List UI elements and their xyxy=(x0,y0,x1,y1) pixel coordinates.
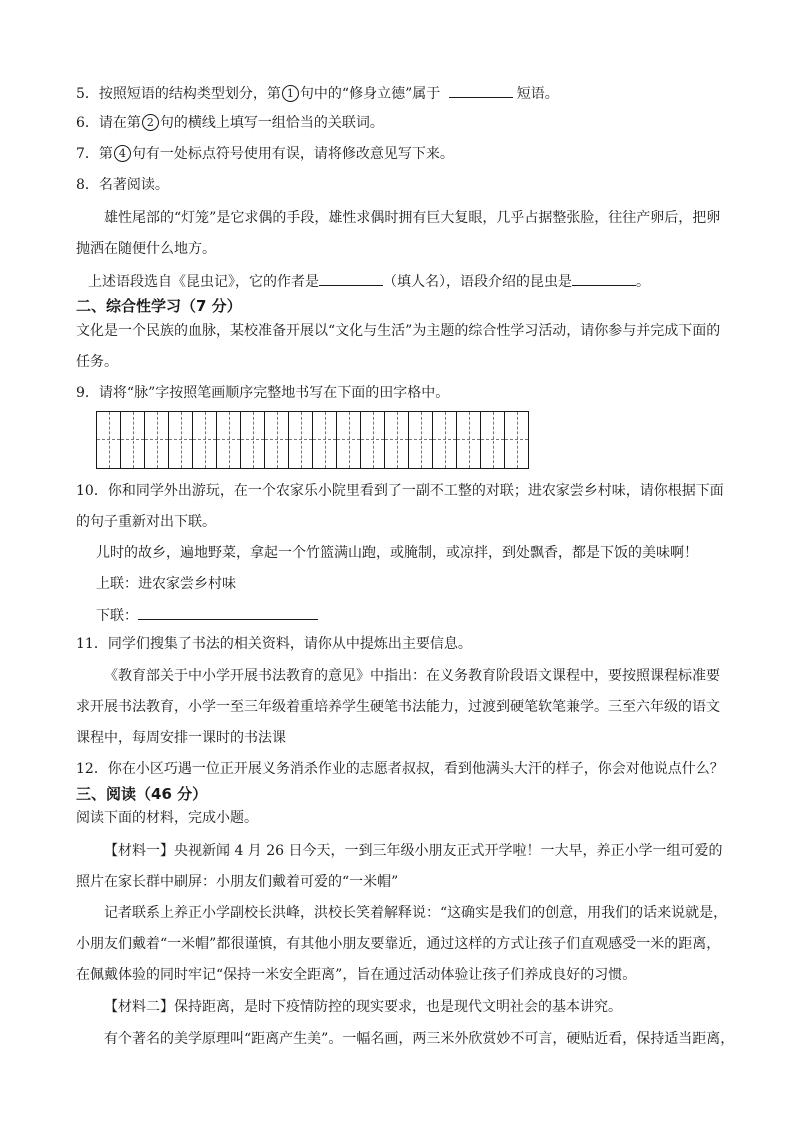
sentence-number-circle: 2 xyxy=(142,114,159,131)
grid-guide-vertical xyxy=(277,412,278,468)
grid-guide-vertical xyxy=(445,412,446,468)
section-3-title: 三、阅读（46 分） xyxy=(76,785,208,803)
grid-cell[interactable] xyxy=(241,412,265,468)
q5-text-c: 短语。 xyxy=(516,86,559,102)
grid-guide-vertical xyxy=(133,412,134,468)
q6-text-b: 句的横线上填写一组恰当的关联词。 xyxy=(159,115,384,131)
grid-guide-vertical xyxy=(229,412,230,468)
upper-couplet: 上联：进农家尝乡村味 xyxy=(96,576,236,592)
section-2-intro-line-2: 任务。 xyxy=(76,354,118,370)
material-1-line-1: 【材料一】央视新闻 4 月 26 日今天，一到三年级小朋友正式开学啦！一大早，养正小学一组可爱的 xyxy=(104,843,723,859)
q11-line-1: 11．同学们搜集了书法的相关资料，请你从中提炼出主要信息。 xyxy=(76,636,472,652)
grid-guide-vertical xyxy=(421,412,422,468)
grid-cell[interactable] xyxy=(121,412,145,468)
grid-cell[interactable] xyxy=(289,412,313,468)
q5-text-a: 5．按照短语的结构类型划分，第 xyxy=(76,86,281,102)
grid-cell[interactable] xyxy=(409,412,433,468)
grid-cell[interactable] xyxy=(97,412,121,468)
q10-line-3: 儿时的故乡，遍地野菜，拿起一个竹篮满山跑，或腌制，或凉拌，到处飘香，都是下饭的美味啊！ xyxy=(96,545,698,561)
material-2-line-2: 有个著名的美学原理叫“距离产生美”。一幅名画，两三米外欣赏妙不可言，硬贴近看，保持适当距离， xyxy=(104,1031,735,1047)
q6-text-a: 6．请在第 xyxy=(76,115,141,131)
q8-text-b: （填人名），语段介绍的昆虫是 xyxy=(383,274,572,290)
material-1-line-4: 小朋友们戴着“一米帽”都很谨慎，有其他小朋友要靠近，通过这样的方式让孩子们直观感受一米的距离， xyxy=(76,936,721,952)
question-8-title: 8．名著阅读。 xyxy=(76,177,169,193)
material-1-line-3: 记者联系上养正小学副校长洪峰，洪校长笑着解释说：“这确实是我们的创意，用我们的话来说就是， xyxy=(104,905,728,921)
grid-guide-vertical xyxy=(157,412,158,468)
lower-couplet xyxy=(96,604,318,626)
section-2-intro-line-1: 文化是一个民族的血脉，某校准备开展以“文化与生活”为主题的综合性学习活动，请你参与并完成下面的 xyxy=(76,323,721,339)
grid-guide-vertical xyxy=(301,412,302,468)
sentence-number-circle: 1 xyxy=(282,85,299,102)
grid-guide-vertical xyxy=(469,412,470,468)
q10-line-1: 10．你和同学外出游玩，在一个农家乐小院里看到了一副不工整的对联；进农家尝乡村味，请你根据下面 xyxy=(76,483,724,499)
material-2-line-1: 【材料二】保持距离，是时下疫情防控的现实要求，也是现代文明社会的基本讲究。 xyxy=(104,999,622,1015)
grid-cell[interactable] xyxy=(385,412,409,468)
grid-cell[interactable] xyxy=(481,412,505,468)
grid-guide-vertical xyxy=(109,412,110,468)
grid-guide-vertical xyxy=(205,412,206,468)
grid-guide-vertical xyxy=(373,412,374,468)
question-12: 12．你在小区巧遇一位正开展义务消杀作业的志愿者叔叔，看到他满头大汗的样子，你会对他说点什么？ xyxy=(76,761,724,777)
q7-text-a: 7．第 xyxy=(76,146,113,162)
question-5 xyxy=(76,82,559,104)
lower-couplet-blank[interactable] xyxy=(138,604,318,620)
grid-cell[interactable] xyxy=(457,412,481,468)
question-7 xyxy=(76,144,454,164)
q8-text-a: 上述语段选自《昆虫记》，它的作者是 xyxy=(88,274,319,290)
q8-passage-line-1: 雄性尾部的“灯笼”是它求偶的手段，雄性求偶时拥有巨大复眼，几乎占据整张脸，往往产卵后，把卵 xyxy=(104,210,721,226)
grid-cell[interactable] xyxy=(313,412,337,468)
author-blank[interactable] xyxy=(319,270,383,286)
grid-guide-vertical xyxy=(397,412,398,468)
grid-guide-vertical xyxy=(253,412,254,468)
lower-couplet-label: 下联： xyxy=(96,608,138,624)
q8-passage-line-2: 抛洒在随便什么地方。 xyxy=(76,241,216,257)
q8-text-c: 。 xyxy=(636,274,650,290)
q11-line-2: 《教育部关于中小学开展书法教育的意见》中指出：在义务教育阶段语文课程中，要按照课程标准要 xyxy=(104,668,720,684)
grid-cell[interactable] xyxy=(217,412,241,468)
grid-guide-vertical xyxy=(493,412,494,468)
q10-line-2: 的句子重新对出下联。 xyxy=(76,514,216,530)
grid-cell[interactable] xyxy=(145,412,169,468)
q7-text-b: 句有一处标点符号使用有误，请将修改意见写下来。 xyxy=(131,146,454,162)
tian-zi-grid[interactable] xyxy=(96,411,529,469)
grid-cell[interactable] xyxy=(193,412,217,468)
section-3-intro: 阅读下面的材料，完成小题。 xyxy=(76,810,258,826)
q11-line-3: 求开展书法教育，小学一至三年级着重培养学生硬笔书法能力，过渡到硬笔软笔兼学。三至六年级的语文 xyxy=(76,699,720,715)
grid-cell[interactable] xyxy=(361,412,385,468)
question-9: 9．请将“脉”字按照笔画顺序完整地书写在下面的田字格中。 xyxy=(76,385,450,401)
grid-guide-vertical xyxy=(349,412,350,468)
material-1-line-5: 在佩戴体验的同时牢记“保持一米安全距离”，旨在通过活动体验让孩子们养成良好的习惯。 xyxy=(76,967,637,983)
material-1-line-2: 照片在家长群中刷屏：小朋友们戴着可爱的“一米帽” xyxy=(76,874,399,890)
q8-question xyxy=(88,270,650,292)
grid-cell[interactable] xyxy=(433,412,457,468)
grid-guide-vertical xyxy=(517,412,518,468)
answer-blank[interactable] xyxy=(449,82,513,98)
q11-line-4: 课程中，每周安排一课时的书法课 xyxy=(76,730,286,746)
q5-text-b: 句中的“修身立德”属于 xyxy=(299,86,441,102)
grid-guide-vertical xyxy=(325,412,326,468)
grid-cell[interactable] xyxy=(169,412,193,468)
insect-blank[interactable] xyxy=(572,270,636,286)
section-2-title: 二、综合性学习（7 分） xyxy=(76,297,242,315)
grid-cell[interactable] xyxy=(337,412,361,468)
grid-guide-vertical xyxy=(181,412,182,468)
question-6 xyxy=(76,113,384,133)
grid-cell[interactable] xyxy=(265,412,289,468)
grid-cell[interactable] xyxy=(505,412,528,468)
sentence-number-circle: 4 xyxy=(114,145,131,162)
